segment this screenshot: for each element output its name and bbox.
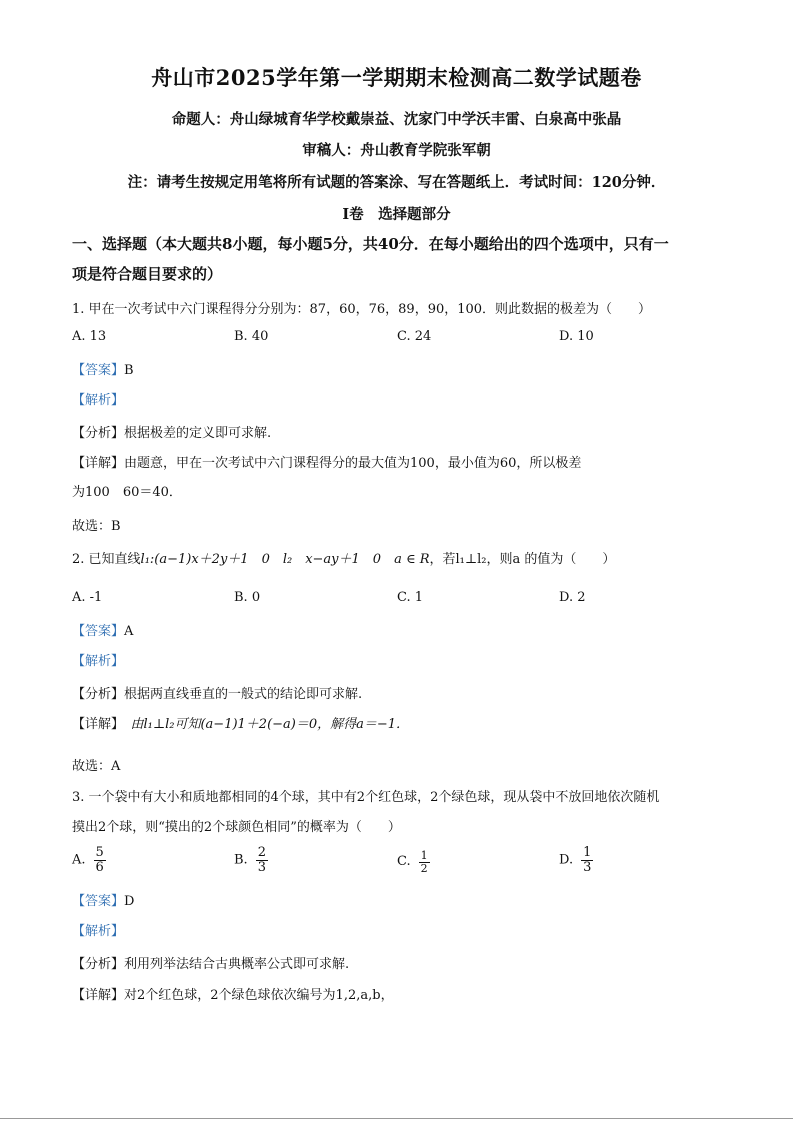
fraction-numerator: 1 [420, 849, 428, 862]
section-instruction-2: 项是符合题目要求的） [72, 265, 223, 283]
q1-detail-2: 为100 60＝40． [72, 485, 182, 500]
q3-stem-1: 3. 一个袋中有大小和质地都相同的4个球，其中有2个红色球，2个绿色球，现从袋中不放回地依次随机 [72, 790, 660, 805]
q1-option-b: B. 40 [234, 329, 269, 344]
detail-tag: 【详解】 [72, 456, 125, 471]
q3-option-c-fraction [419, 850, 430, 874]
q2-conclusion: 故选：A [72, 759, 121, 774]
q1-fenxi [72, 422, 271, 441]
q2-detail [72, 713, 409, 732]
q2-answer-value: A [124, 624, 134, 639]
fenxi-tag: 【分析】 [72, 687, 125, 702]
q1-detail-text: 由题意，甲在一次考试中六门课程得分的最大值为100，最小值为60，所以极差 [124, 456, 582, 471]
analysis-tag: 【解析】 [72, 924, 125, 939]
q1-option-a: A. 13 [72, 329, 107, 344]
page-title: 舟山市2025学年第一学期期末检测高二数学试题卷 [151, 65, 642, 90]
analysis-tag: 【解析】 [72, 654, 125, 669]
q3-option-c [397, 850, 430, 874]
q2-option-d: D. 2 [559, 590, 586, 605]
q2-fenxi-text: 根据两直线垂直的一般式的结论即可求解. [124, 687, 363, 702]
q1-stem: 1. 甲在一次考试中六门课程得分分别为：87，60，76，89，90，100．则此数据的极差为（ ） [72, 302, 652, 317]
detail-tag: 【详解】 [72, 717, 118, 732]
q3-option-d-label: D. [559, 852, 574, 868]
q2-analysis [72, 650, 124, 669]
q2-stem-math: l₁:(a−1)x＋2y＋1 0 l₂ x−ay＋1 0 a ∈ R [140, 552, 430, 567]
q3-analysis [72, 920, 124, 939]
q1-fenxi-text: 根据极差的定义即可求解. [124, 426, 272, 441]
fraction-denominator: 2 [420, 861, 428, 875]
fraction-numerator: 5 [95, 845, 104, 860]
fraction-denominator: 6 [95, 859, 104, 875]
fraction-denominator: 3 [583, 859, 592, 875]
q3-option-b [234, 846, 268, 874]
q3-stem-2: 摸出2个球，则“摸出的2个球颜色相同”的概率为（ ） [72, 820, 401, 835]
detail-tag: 【详解】 [72, 988, 125, 1003]
q2-option-c: C. 1 [397, 590, 424, 605]
q3-option-b-fraction [256, 846, 268, 874]
q2-fenxi [72, 683, 362, 702]
q3-option-d [559, 846, 593, 874]
section-instruction-1: 一、选择题（本大题共8小题，每小题5分，共40分．在每小题给出的四个选项中，只有一 [72, 235, 669, 253]
q3-option-c-label: C. [397, 854, 411, 870]
page-bottom-rule [0, 1118, 793, 1119]
q1-conclusion: 故选：B [72, 519, 121, 534]
answer-tag: 【答案】 [72, 363, 125, 378]
q3-answer-value: D [124, 894, 135, 909]
authors-line: 命题人：舟山绿城育华学校戴崇益、沈家门中学沃丰雷、白泉高中张晶 [171, 111, 622, 128]
fraction-denominator: 3 [257, 859, 266, 875]
q2-stem-prefix: 2. 已知直线 [72, 552, 141, 567]
q2-answer [72, 620, 133, 639]
q3-detail [72, 984, 394, 1003]
answer-tag: 【答案】 [72, 624, 125, 639]
q2-option-a: A. -1 [72, 590, 103, 605]
fraction-numerator: 2 [257, 845, 266, 860]
q1-detail-1 [72, 452, 581, 471]
q2-stem [72, 548, 615, 567]
q1-answer [72, 359, 134, 378]
section-title: I卷 选择题部分 [342, 206, 451, 223]
notice-line: 注：请考生按规定用笔将所有试题的答案涂、写在答题纸上．考试时间：120分钟． [127, 174, 666, 191]
q3-detail-text: 对2个红色球，2个绿色球依次编号为1,2,a,b， [124, 988, 394, 1003]
q3-option-a-fraction [94, 846, 106, 874]
fenxi-tag: 【分析】 [72, 426, 125, 441]
q3-option-b-label: B. [234, 852, 248, 868]
q1-option-d: D. 10 [559, 329, 594, 344]
q3-option-a [72, 846, 106, 874]
fraction-numerator: 1 [583, 845, 592, 860]
q3-fenxi-text: 利用列举法结合古典概率公式即可求解. [124, 957, 350, 972]
q1-answer-value: B [124, 363, 134, 378]
q1-analysis [72, 389, 124, 408]
q2-stem-suffix: ，若l₁⊥l₂，则a 的值为（ ） [429, 552, 616, 567]
q3-answer [72, 890, 134, 909]
q3-option-d-fraction [581, 846, 593, 874]
q2-detail-text: 由l₁⊥l₂可知(a−1)1＋2(−a)＝0，解得a＝−1． [117, 717, 410, 732]
fenxi-tag: 【分析】 [72, 957, 125, 972]
q3-fenxi [72, 953, 349, 972]
q1-option-c: C. 24 [397, 329, 432, 344]
answer-tag: 【答案】 [72, 894, 125, 909]
analysis-tag: 【解析】 [72, 393, 125, 408]
q3-option-a-label: A. [72, 852, 86, 868]
q2-option-b: B. 0 [234, 590, 261, 605]
reviewer-line: 审稿人：舟山教育学院张军朝 [302, 142, 491, 159]
